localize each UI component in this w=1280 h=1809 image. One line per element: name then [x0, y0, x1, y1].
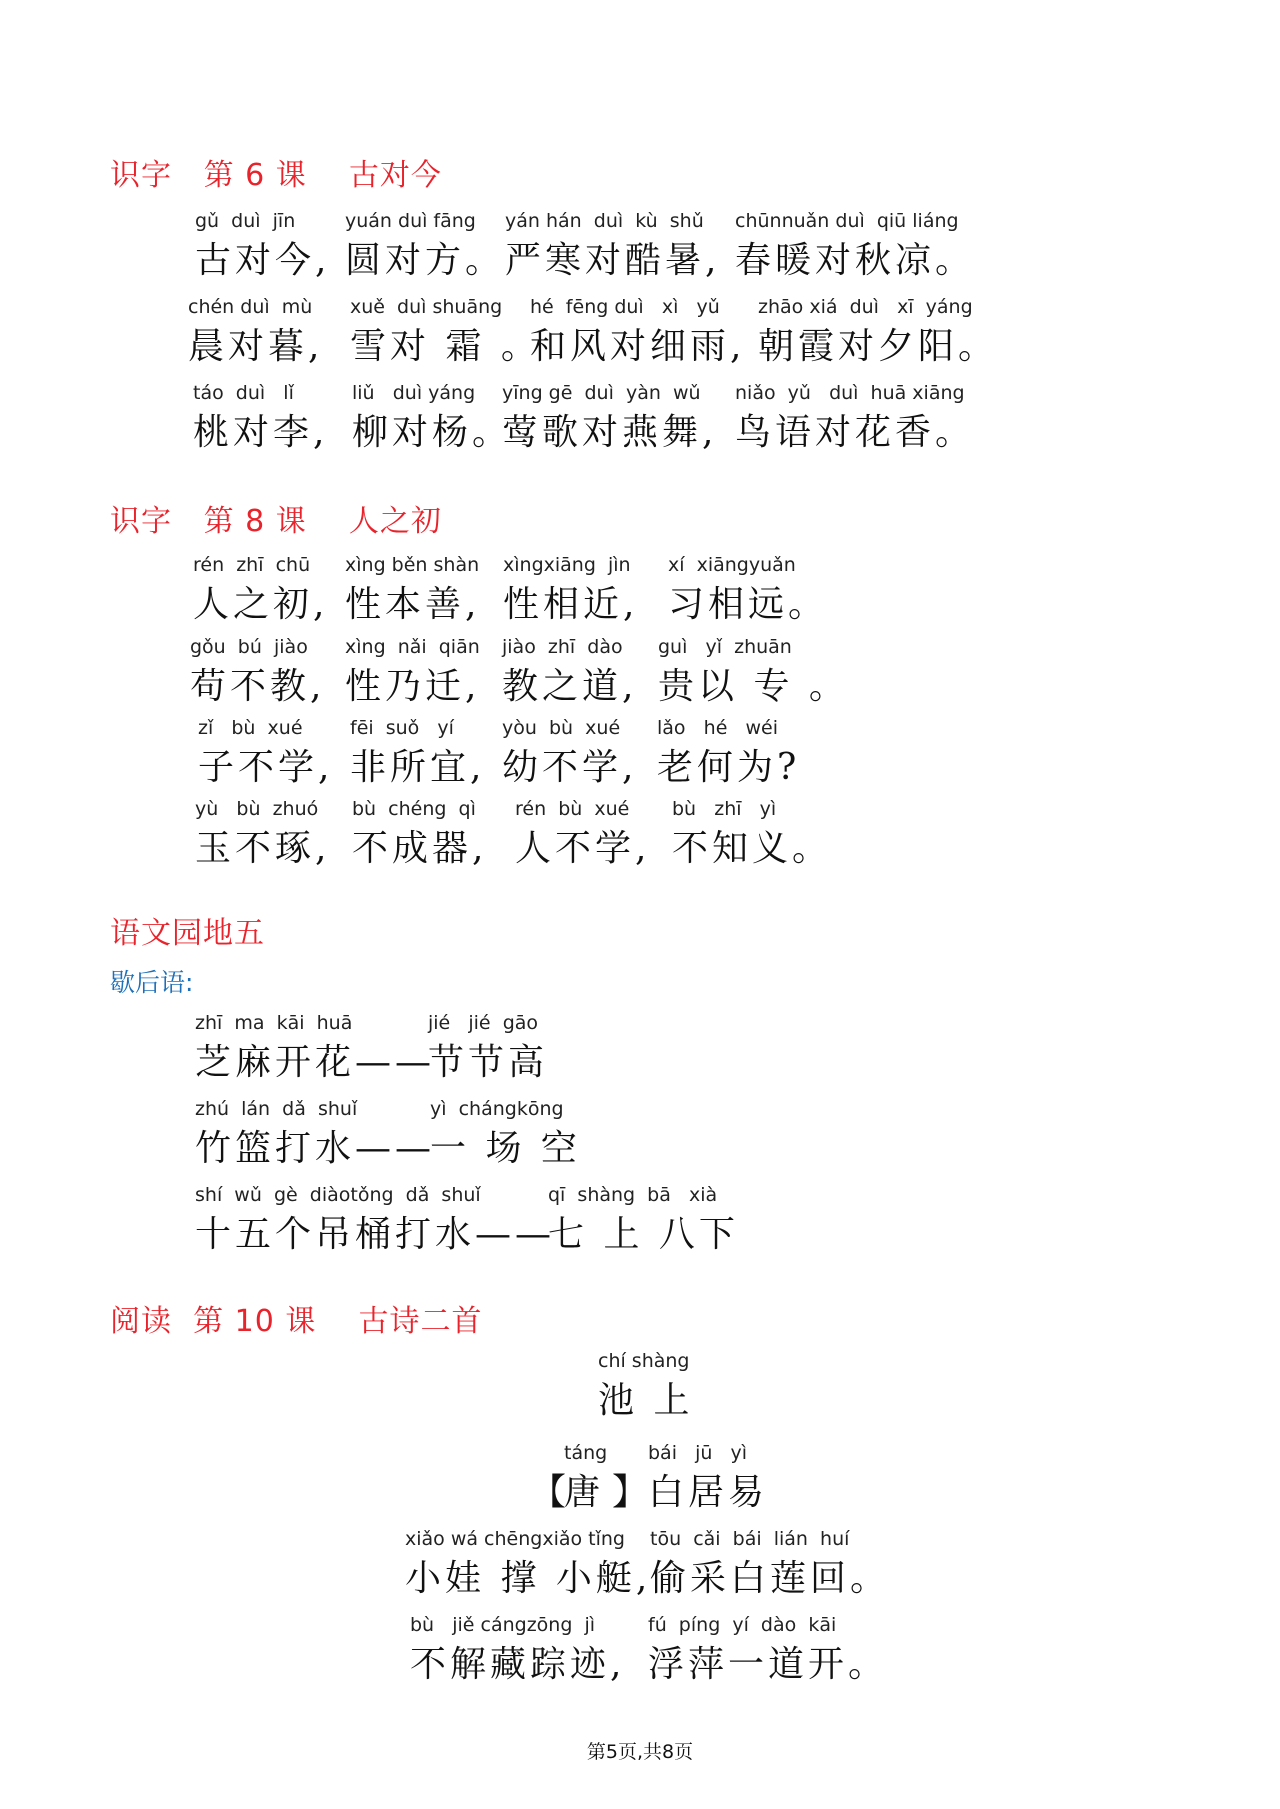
page-number: 第5页,共8页	[586, 1741, 694, 1763]
hanzi: 白居易	[648, 1472, 769, 1513]
subheading-xiehouyu: 歇后语:	[110, 968, 194, 997]
pinyin: hé fēng duì xì yǔ	[530, 296, 720, 318]
pinyin: xìng běn shàn	[345, 554, 480, 576]
section-heading-lesson6: 识字 第 6 课 古对今	[110, 158, 442, 193]
pinyin: shí wǔ gè diàotǒng dǎ shuǐ	[195, 1184, 481, 1206]
hanzi: 严寒对酷暑,	[505, 240, 721, 281]
section-heading-garden5: 语文园地五	[110, 916, 265, 951]
hanzi: 幼不学,	[502, 747, 638, 788]
pinyin: bù jiě cángzōng jì	[410, 1614, 596, 1636]
hanzi: 老何为?	[657, 747, 801, 788]
pinyin: yán hán duì kù shǔ	[505, 210, 704, 232]
pinyin: lǎo hé wéi	[657, 717, 779, 739]
hanzi: 古对今,	[195, 240, 331, 281]
pinyin: bù chéng qì	[352, 798, 476, 820]
pinyin: yīng gē duì yàn wǔ	[502, 382, 701, 404]
hanzi: 不解藏踪迹,	[410, 1644, 626, 1685]
pinyin: rén zhī chū	[193, 554, 311, 576]
pinyin: zhī ma kāi huā	[195, 1012, 353, 1034]
pinyin: liǔ duì yáng	[352, 382, 476, 404]
pinyin: bù zhī yì	[672, 798, 777, 820]
hanzi: 柳对杨。	[352, 412, 513, 453]
hanzi: 玉不琢,	[195, 828, 331, 869]
pinyin: qī shàng bā xià	[548, 1184, 718, 1206]
pinyin: yuán duì fāng	[345, 210, 476, 232]
pinyin: xìng nǎi qiān	[345, 636, 480, 658]
pinyin: fēi suǒ yí	[350, 717, 454, 739]
hanzi: 圆对方。	[345, 240, 506, 281]
hanzi: 芝麻开花——	[195, 1042, 436, 1083]
pinyin: táo duì lǐ	[193, 382, 294, 404]
hanzi: 莺歌对燕舞,	[502, 412, 718, 453]
hanzi: 性相近,	[503, 584, 639, 625]
section-heading-lesson8: 识字 第 8 课 人之初	[110, 504, 442, 539]
pinyin: chí shàng	[598, 1350, 690, 1372]
hanzi: 人不学,	[515, 828, 651, 869]
hanzi: 一 场 空	[430, 1128, 581, 1169]
hanzi: 贵以 专 。	[658, 666, 849, 707]
hanzi: 鸟语对花香。	[735, 412, 976, 453]
hanzi: 习相远。	[668, 584, 829, 625]
pinyin: xí xiāngyuǎn	[668, 554, 796, 576]
pinyin: táng	[564, 1442, 608, 1464]
hanzi: 雪对 霜 。	[350, 326, 541, 367]
hanzi: 春暖对秋凉。	[735, 240, 976, 281]
pinyin: yù bù zhuó	[195, 798, 319, 820]
hanzi: 竹篮打水——	[195, 1128, 436, 1169]
hanzi: 人之初,	[193, 584, 329, 625]
hanzi: 不知义。	[672, 828, 833, 869]
pinyin: gǔ duì jīn	[195, 210, 296, 232]
pinyin: bái jū yì	[648, 1442, 748, 1464]
hanzi: 浮萍一道开。	[648, 1644, 889, 1685]
hanzi: 非所宜,	[350, 747, 486, 788]
pinyin: xuě duì shuāng	[350, 296, 503, 318]
pinyin: gǒu bú jiào	[190, 636, 308, 658]
pinyin: tōu cǎi bái lián huí	[650, 1528, 850, 1550]
hanzi: 【	[530, 1472, 571, 1513]
pinyin: jiào zhī dào	[502, 636, 623, 658]
hanzi: 朝霞对夕阳。	[758, 326, 999, 367]
hanzi: 不成器,	[352, 828, 488, 869]
hanzi: 和风对细雨,	[530, 326, 746, 367]
hanzi: 七 上 八下	[548, 1214, 739, 1255]
hanzi: 性乃迁,	[345, 666, 481, 707]
hanzi: 偷采白莲回。	[650, 1558, 891, 1599]
hanzi: 晨对暮,	[188, 326, 324, 367]
pinyin: zhāo xiá duì xī yáng	[758, 296, 973, 318]
pinyin: yòu bù xué	[502, 717, 621, 739]
hanzi: 小娃 撑 小艇,	[405, 1558, 652, 1599]
pinyin: guì yǐ zhuān	[658, 636, 792, 658]
hanzi: 教之道,	[502, 666, 638, 707]
pinyin: chén duì mù	[188, 296, 313, 318]
pinyin: yì chángkōng	[430, 1098, 564, 1120]
pinyin: xiǎo wá chēngxiǎo tǐng	[405, 1528, 625, 1550]
pinyin: chūnnuǎn duì qiū liáng	[735, 210, 959, 232]
pinyin: rén bù xué	[515, 798, 630, 820]
pinyin: zǐ bù xué	[198, 717, 303, 739]
pinyin: niǎo yǔ duì huā xiāng	[735, 382, 965, 404]
hanzi: 十五个吊桶打水——	[195, 1214, 556, 1255]
hanzi: 】	[612, 1472, 653, 1513]
hanzi: 子不学,	[198, 747, 334, 788]
pinyin: zhú lán dǎ shuǐ	[195, 1098, 358, 1120]
hanzi: 唐	[564, 1472, 605, 1513]
hanzi: 桃对李,	[193, 412, 329, 453]
hanzi: 性本善,	[345, 584, 481, 625]
pinyin: fú píng yí dào kāi	[648, 1614, 837, 1636]
section-heading-lesson10: 阅读 第 10 课 古诗二首	[110, 1304, 483, 1339]
hanzi: 池 上	[598, 1380, 694, 1421]
hanzi: 节节高	[428, 1042, 549, 1083]
pinyin: jié jié gāo	[428, 1012, 539, 1034]
hanzi: 苟不教,	[190, 666, 326, 707]
pinyin: xìngxiāng jìn	[503, 554, 631, 576]
